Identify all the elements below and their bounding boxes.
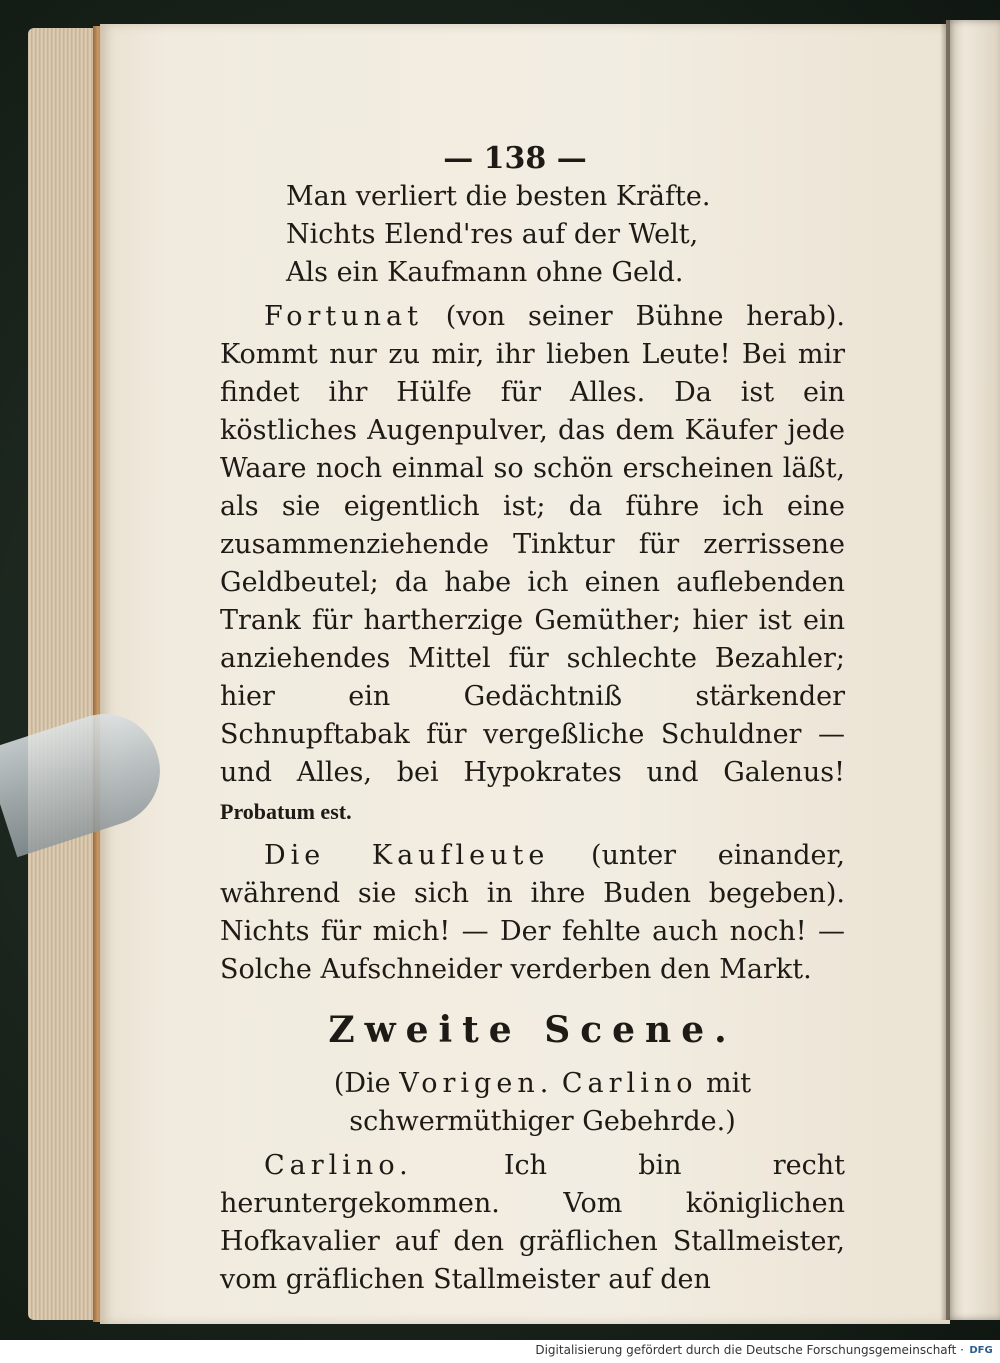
speech-fortunat <box>220 298 845 831</box>
speech-text: Ich bin recht heruntergekommen. Vom königlichen Hofkavalier auf den gräflichen Stallmeister, vom gräflichen Stallmeister auf den <box>220 1150 845 1295</box>
verse-line: Man verliert die besten Kräfte. <box>286 181 711 212</box>
book-gutter <box>940 20 950 1320</box>
verse-block <box>220 178 845 292</box>
speaker-name: Die Kaufleute <box>264 840 550 871</box>
page-number: — 138 — <box>443 141 587 176</box>
speech-text: (von seiner Bühne herab). Kommt nur zu mir, ihr lieben Leute! Bei mir findet ihr Hülfe für Alles. Da ist ein köstliches Augenpulver, das dem Käufer jede Waare noch einmal so schön erscheinen läßt, als sie eigentlich ist; da führe ich eine zusammenziehende Tinktur für zerrissene Geldbeutel; da habe ich einen auflebenden Trank für hartherzige Gemüther; hier ist ein anziehendes Mittel für schlechte Bezahler; hier ein Gedächtniß stärkender Schnupftabak für vergeßliche Schuldner — und Alles, bei Hypokrates und Galenus! <box>220 301 845 788</box>
speaker-name: Carlino. <box>264 1150 413 1181</box>
stage-direction <box>220 1065 845 1141</box>
facing-page <box>946 20 1000 1320</box>
footer-credit: Digitalisierung gefördert durch die Deutsche Forschungsgemeinschaft · <box>535 1343 964 1357</box>
speech-carlino <box>220 1147 845 1299</box>
stage-vorigen: Vorigen. <box>399 1068 554 1099</box>
stage-open: (Die <box>333 1068 400 1099</box>
scene-heading: Zweite Scene. <box>328 1009 737 1051</box>
stage-rest: mit schwermüthiger Gebehrde.) <box>349 1068 752 1137</box>
speaker-name: Fortunat <box>264 301 423 332</box>
verse-line: Als ein Kaufmann ohne Geld. <box>286 257 684 288</box>
character-name: Carlino <box>561 1068 698 1099</box>
verse-line: Nichts Elend'res auf der Welt, <box>286 219 699 250</box>
latin-phrase: Probatum est. <box>220 799 352 824</box>
dfg-logo-icon: DFG <box>969 1345 993 1356</box>
speech-text: (unter einander, während sie sich in ihre Buden begeben). Nichts für mich! — Der fehlte auch noch! — Solche Aufschneider verderben den Markt. <box>220 840 845 985</box>
page-text <box>220 140 845 1299</box>
speech-kaufleute <box>220 837 845 989</box>
